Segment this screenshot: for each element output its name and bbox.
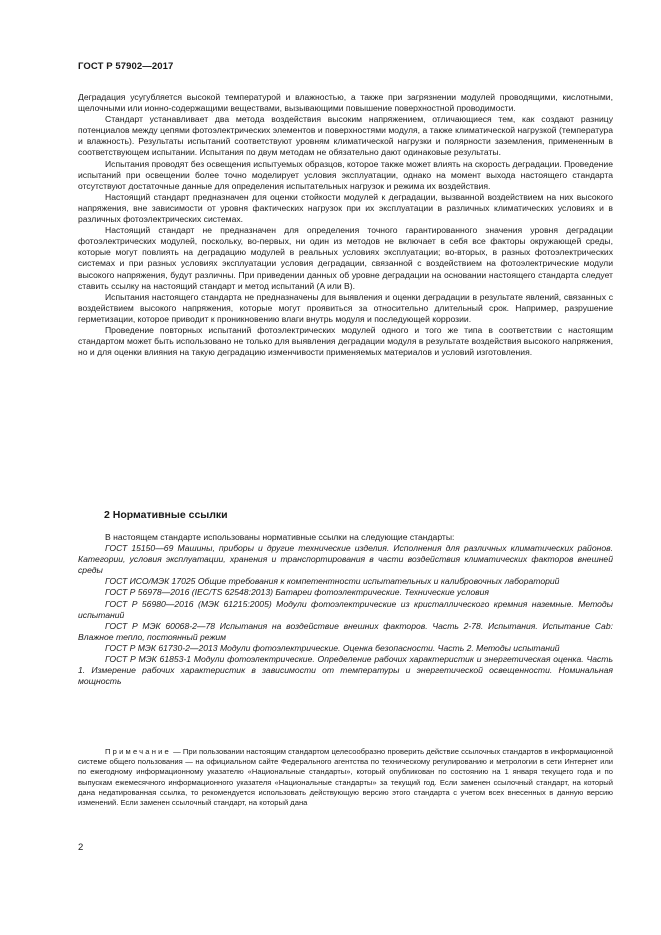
note-label: Примечание: [105, 747, 171, 756]
page-number: 2: [78, 842, 84, 853]
reference-item: ГОСТ Р 56980—2016 (МЭК 61215:2005) Модули фотоэлектрические из кристаллического кремния наземные. Методы испытаний: [78, 598, 613, 620]
body-paragraph: Проведение повторных испытаний фотоэлектрических модулей одного и того же типа в соответствии с настоящим стандартом может быть использовано не только для выявления деградации модуля в результате воздействия высокого напряжения, но и для оценки влияния на такую деградацию изменчивости применяемых материалов и условий изготовления.: [78, 324, 613, 358]
standard-header: ГОСТ Р 57902—2017: [78, 61, 174, 72]
normative-references: [78, 532, 613, 687]
body-paragraph: Испытания настоящего стандарта не предназначены для выявления и оценки деградации в результате явлений, связанных с воздействием высокого напряжения, которые могут проявиться за относительно длительный срок. Например, разрушение герметизации, которое приводит к проникновению влаги внутрь модуля и последующей коррозии.: [78, 291, 613, 324]
note-text: — При пользовании настоящим стандартом целесообразно проверить действие ссылочных стандартов в информационной системе общего пользования — на официальном сайте Федерального агентства по техническому регулированию и метрологии в сети Интернет или по ежегодному информационному указателю «Национальные стандарты», который опубликован по состоянию на 1 января текущего года и по выпускам ежемесячного информационного указателя «Национальные стандарты» за текущий год. Если заменен ссылочный стандарт, на который дана недатированная ссылка, то рекомендуется использовать действующую версию этого стандарта с учетом всех внесенных в данную версию изменений. Если заменен ссылочный стандарт, на который дана: [78, 747, 613, 808]
body-paragraph: Испытания проводят без освещения испытуемых образцов, которое также может влиять на скорость деградации. Проведение испытаний при освещении более точно моделирует условия эксплуатации, однако на момент выхода настоящего стандарта отсутствуют достаточные данные для определения испытательных нагрузок и режима их воздействия.: [78, 158, 613, 191]
body-paragraph: Деградация усугубляется высокой температурой и влажностью, а также при загрязнении модулей проводящими, кислотными, щелочными или ионно-содержащими веществами, вызывающими повышение поверхностной проводимости.: [78, 92, 613, 114]
section-heading: 2 Нормативные ссылки: [104, 509, 228, 521]
reference-item: ГОСТ Р МЭК 61853-1 Модули фотоэлектрические. Определение рабочих характеристик и энергетическая оценка. Часть 1. Измерение рабочих характеристик в зависимости от температуры и энергетической освещенности. Номинальная мощность: [78, 654, 613, 687]
note-paragraph: [78, 747, 613, 808]
introduction-body: [78, 92, 613, 358]
reference-item: ГОСТ Р 56978—2016 (IEC/TS 62548:2013) Батареи фотоэлектрические. Технические условия: [105, 587, 490, 598]
body-paragraph: Стандарт устанавливает два метода воздействия высоким напряжением, отличающиеся тем, как создают разницу потенциалов между цепями фотоэлектрических элементов и поверхностями модуля, а также климатической нагрузкой (температура и влажность). Результаты испытаний соответствуют уровням климатической нагрузки и полярности заземления, примененным в соответствующем испытании. Испытания по двум методам не обязательно дают одинаковые результаты.: [78, 114, 613, 158]
reference-item: ГОСТ ИСО/МЭК 17025 Общие требования к компетентности испытательных и калибровочных лабораторий: [105, 576, 560, 587]
reference-item: ГОСТ Р МЭК 60068-2—78 Испытания на воздействие внешних факторов. Часть 2-78. Испытания. Испытание Cab: Влажное тепло, постоянный режим: [78, 620, 613, 642]
reference-item: ГОСТ 15150—69 Машины, приборы и другие технические изделия. Исполнения для различных климатических районов. Категории, условия эксплуатации, хранения и транспортирования в части воздействия климатических факторов внешней среды: [78, 543, 613, 576]
body-paragraph: Настоящий стандарт не предназначен для определения точного гарантированного значения уровня деградации фотоэлектрических модулей, поскольку, во-первых, ни один из методов не включает в себя все факторы окружающей среды, которые могут повлиять на деградацию модулей в реальных условиях эксплуатации; во-вторых, в разных фотоэлектрических системах и при разных условиях эксплуатации условия деградации, связанной с воздействием на фотоэлектрические модули высокого напряжения, будут различны. При приведении данных об уровне деградации на основании настоящего стандарта следует ставить ссылку на настоящий стандарт и метод испытаний (A или B).: [78, 225, 613, 291]
body-paragraph: Настоящий стандарт предназначен для оценки стойкости модулей к деградации, вызванной воздействием на них высокого напряжения, вне зависимости от уровня фактических нагрузок при их эксплуатации в различных климатических условиях и в различных фотоэлектрических системах.: [78, 191, 613, 225]
references-intro: В настоящем стандарте использованы нормативные ссылки на следующие стандарты:: [105, 532, 455, 542]
note-block: [78, 747, 613, 808]
reference-item: ГОСТ Р МЭК 61730-2—2013 Модули фотоэлектрические. Оценка безопасности. Часть 2. Методы испытаний: [105, 642, 560, 653]
